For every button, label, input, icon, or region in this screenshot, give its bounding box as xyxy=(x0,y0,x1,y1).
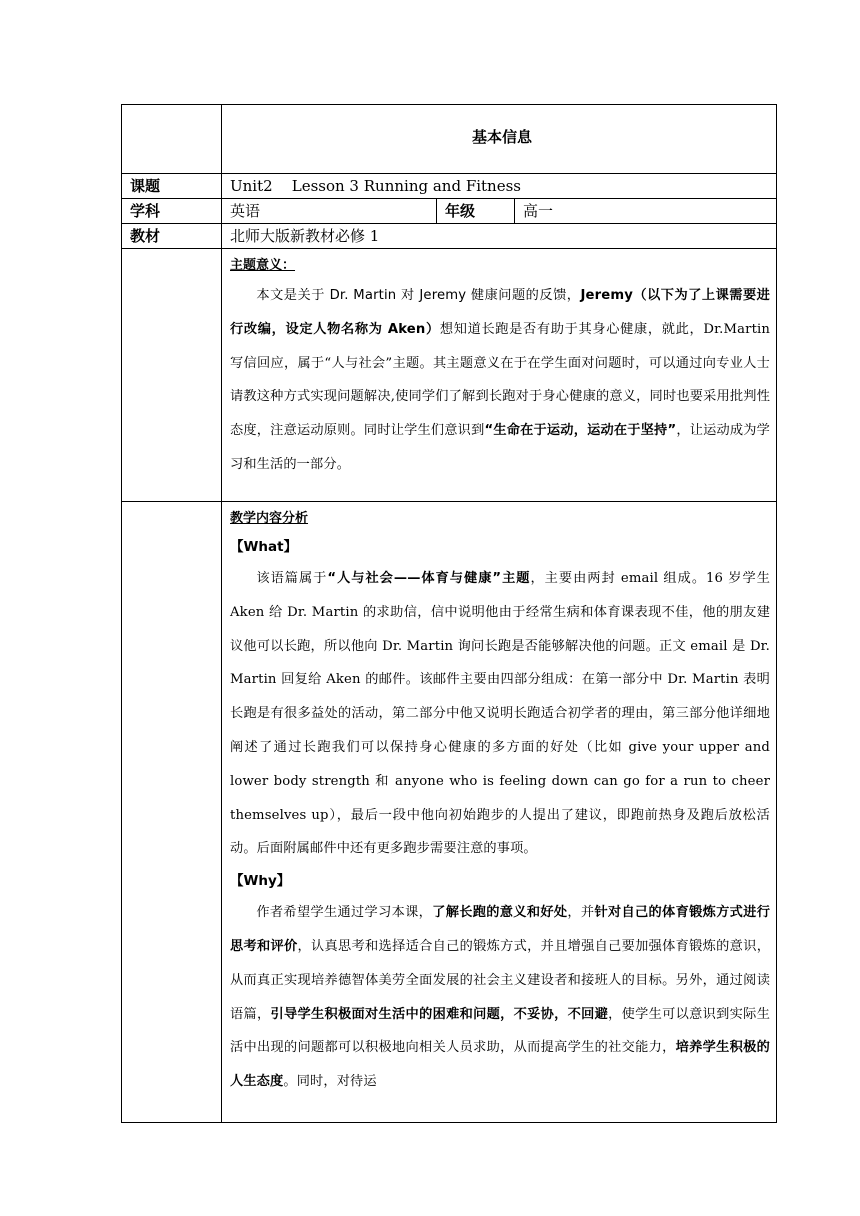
lesson-plan-sheet xyxy=(121,104,776,1123)
theme-text-bold: Jeremy（以下为了上课需要进行改编，设定人物名称为 Aken） xyxy=(230,288,771,337)
theme-left-cell xyxy=(122,249,222,502)
subject-label: 学科 xyxy=(122,199,222,224)
basic-info-table xyxy=(121,104,777,1123)
what-paragraph xyxy=(230,562,770,866)
why-text-bold1: 了解长跑的意义和好处 xyxy=(432,905,568,921)
theme-heading: 主题意义： xyxy=(230,258,296,273)
why-text-b: ，并 xyxy=(567,905,595,921)
why-text-d: ，使学生可以意识到实际生活中出现的问题都可以积极地向相关人员求助，从而提高学生的社交能力， xyxy=(230,1006,771,1056)
topic-label: 课题 xyxy=(122,174,222,199)
textbook-label: 教材 xyxy=(122,224,222,249)
what-text-b: ，主要由两封 email 组成。16 岁学生 Aken 给 Dr. Martin 的求助信，信中说明他由于经常生病和体育课表现不佳，他的朋友建议他可以长跑，所以他向 Dr. Martin 询问长跑是否能够解决他的问题。正文 email 是 Dr. Martin 回复给 Aken 的邮件。该邮件主要由四部分组成：在第一部分中 Dr. Martin 表明长跑是有很多益处的活动，第二部分中他又说明长跑适合初学者的理由，第三部分他详细地阐述了通过长跑我们可以保持身心健康的多方面的好处（比如 give your upper and lower body strength 和 anyone who is feeling down can go for a run to cheer themselves up），最后一段中他向初始跑步的人提出了建议，即跑前热身及跑后放松活动。后面附属邮件中还有更多跑步需要注意的事项。 xyxy=(230,571,771,857)
why-text-a: 作者希望学生通过学习本课， xyxy=(256,905,433,921)
textbook-value: 北师大版新教材必修 1 xyxy=(222,224,777,249)
page-title: 基本信息 xyxy=(472,127,533,146)
what-heading: 【What】 xyxy=(230,539,298,555)
why-text-bold3: 引导学生积极面对生活中的困难和问题，不妥协，不回避 xyxy=(270,1006,609,1022)
content-section xyxy=(222,502,777,1123)
why-text-e: 。同时，对待运 xyxy=(283,1074,377,1090)
subject-value: 英语 xyxy=(222,199,437,224)
content-left-cell xyxy=(122,502,222,1123)
grade-value: 高一 xyxy=(515,199,777,224)
why-text-bold2: 针对自己的体育锻炼方式进行思考和评价 xyxy=(230,905,771,954)
theme-paragraph xyxy=(230,279,770,482)
topic-value: Unit2 Lesson 3 Running and Fitness xyxy=(222,174,777,199)
theme-text-bold2: “生命在于运动，运动在于坚持” xyxy=(484,423,677,439)
content-heading: 教学内容分析 xyxy=(230,511,309,526)
title-left-cell xyxy=(122,105,222,174)
theme-text-a: 本文是关于 xyxy=(256,288,330,303)
grade-label: 年级 xyxy=(437,199,515,224)
why-heading: 【Why】 xyxy=(230,873,291,890)
theme-section xyxy=(222,249,777,502)
why-text-bold4: 培养学生积极的人生态度 xyxy=(230,1040,771,1090)
theme-text-c: 想知道长跑是否有助于其身心健康，就此，Dr.Martin 写信回应，属于“人与社会”主题。其主题意义在于在学生面对问题时，可以通过向专业人士请教这种方式实现问题解决,使同学们了解到长跑对于身心健康的意义，同时也要采用批判性态度，注意运动原则。同时让学生们意识到 xyxy=(230,321,771,439)
what-text-bold: “人与社会——体育与健康”主题 xyxy=(327,571,531,586)
what-text-a: 该语篇属于 xyxy=(256,571,328,586)
title-cell xyxy=(222,105,777,174)
theme-text-d: ，让运动成为学习和生活的一部分。 xyxy=(230,423,771,472)
why-text-c: ，认真思考和选择适合自己的锻炼方式，并且增强自己要加强体育锻炼的意识，从而真正实现培养德智体美劳全面发展的社会主义建设者和接班人的目标。另外，通过阅读语篇， xyxy=(230,938,771,1022)
why-paragraph xyxy=(230,896,770,1099)
theme-text-b: Dr. Martin 对 Jeremy 健康问题的反馈， xyxy=(329,288,581,303)
